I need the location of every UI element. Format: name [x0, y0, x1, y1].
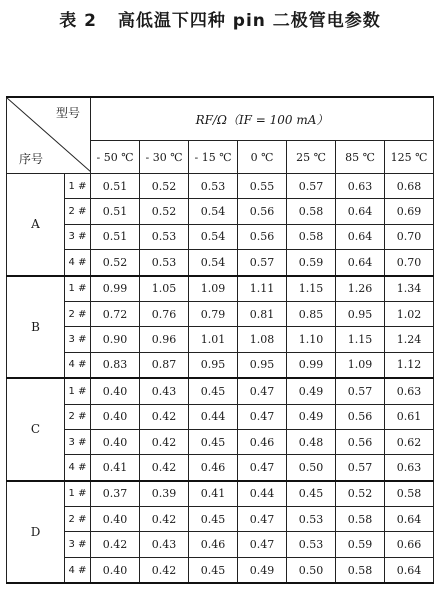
value-cell: 0.62 — [385, 429, 434, 454]
temperature-header: 85 ℃ — [336, 141, 385, 174]
value-cell: 0.58 — [336, 507, 385, 532]
value-cell: 0.64 — [385, 507, 434, 532]
value-cell: 0.54 — [189, 250, 238, 276]
value-cell: 1.15 — [287, 276, 336, 302]
value-cell: 0.95 — [238, 352, 287, 378]
value-cell: 0.40 — [91, 429, 140, 454]
value-cell: 0.52 — [140, 174, 189, 199]
value-cell: 0.58 — [287, 199, 336, 224]
value-cell: 1.10 — [287, 327, 336, 352]
model-cell: D — [7, 481, 65, 584]
value-cell: 0.43 — [140, 532, 189, 557]
value-cell: 0.48 — [287, 429, 336, 454]
value-cell: 0.57 — [238, 250, 287, 276]
value-cell: 0.64 — [336, 224, 385, 249]
value-cell: 0.45 — [189, 378, 238, 404]
value-cell: 0.47 — [238, 532, 287, 557]
value-cell: 0.50 — [287, 455, 336, 481]
temperature-header: 125 ℃ — [385, 141, 434, 174]
value-cell: 0.45 — [189, 557, 238, 583]
serial-cell: 2 # — [65, 507, 91, 532]
value-cell: 0.63 — [385, 455, 434, 481]
value-cell: 0.47 — [238, 378, 287, 404]
parameter-table — [6, 96, 434, 584]
serial-cell: 1 # — [65, 481, 91, 507]
value-cell: 0.56 — [336, 404, 385, 429]
value-cell: 0.57 — [287, 174, 336, 199]
value-cell: 0.49 — [287, 378, 336, 404]
value-cell: 0.42 — [140, 557, 189, 583]
value-cell: 0.49 — [287, 404, 336, 429]
value-cell: 0.58 — [385, 481, 434, 507]
value-cell: 0.46 — [189, 532, 238, 557]
table-number: 表 2 — [59, 11, 97, 31]
value-cell: 0.45 — [189, 429, 238, 454]
value-cell: 0.40 — [91, 507, 140, 532]
value-cell: 0.59 — [287, 250, 336, 276]
serial-cell: 4 # — [65, 352, 91, 378]
value-cell: 0.52 — [91, 250, 140, 276]
table-row — [7, 174, 434, 199]
value-cell: 0.59 — [336, 532, 385, 557]
value-cell: 0.63 — [385, 378, 434, 404]
table-row — [7, 455, 434, 481]
value-cell: 0.43 — [140, 378, 189, 404]
model-cell: C — [7, 378, 65, 481]
value-cell: 0.70 — [385, 224, 434, 249]
table-row — [7, 224, 434, 249]
serial-cell: 3 # — [65, 429, 91, 454]
value-cell: 0.51 — [91, 174, 140, 199]
serial-cell: 4 # — [65, 455, 91, 481]
value-cell: 0.58 — [287, 224, 336, 249]
value-cell: 0.85 — [287, 301, 336, 326]
serial-cell: 3 # — [65, 224, 91, 249]
value-cell: 0.42 — [140, 507, 189, 532]
value-cell: 0.76 — [140, 301, 189, 326]
value-cell: 0.70 — [385, 250, 434, 276]
value-cell: 0.50 — [287, 557, 336, 583]
measure-header: RF/Ω（IF = 100 mA） — [91, 97, 434, 141]
value-cell: 0.99 — [287, 352, 336, 378]
table-row — [7, 481, 434, 507]
table-row — [7, 404, 434, 429]
value-cell: 0.90 — [91, 327, 140, 352]
serial-cell: 4 # — [65, 250, 91, 276]
model-cell: A — [7, 174, 65, 276]
value-cell: 0.42 — [140, 404, 189, 429]
value-cell: 0.49 — [238, 557, 287, 583]
serial-cell: 2 # — [65, 404, 91, 429]
value-cell: 0.64 — [385, 557, 434, 583]
value-cell: 0.56 — [238, 224, 287, 249]
value-cell: 0.47 — [238, 404, 287, 429]
value-cell: 1.26 — [336, 276, 385, 302]
value-cell: 0.63 — [336, 174, 385, 199]
value-cell: 0.87 — [140, 352, 189, 378]
value-cell: 0.54 — [189, 224, 238, 249]
serial-cell: 2 # — [65, 301, 91, 326]
value-cell: 0.41 — [91, 455, 140, 481]
table-row — [7, 301, 434, 326]
table-row — [7, 557, 434, 583]
value-cell: 0.52 — [336, 481, 385, 507]
table-row — [7, 429, 434, 454]
value-cell: 0.99 — [91, 276, 140, 302]
value-cell: 1.11 — [238, 276, 287, 302]
table-row — [7, 378, 434, 404]
value-cell: 1.12 — [385, 352, 434, 378]
temperature-header: - 15 ℃ — [189, 141, 238, 174]
value-cell: 1.09 — [189, 276, 238, 302]
value-cell: 0.41 — [189, 481, 238, 507]
value-cell: 0.69 — [385, 199, 434, 224]
model-cell: B — [7, 276, 65, 379]
value-cell: 0.61 — [385, 404, 434, 429]
temperature-header: - 30 ℃ — [140, 141, 189, 174]
table-row — [7, 352, 434, 378]
value-cell: 1.24 — [385, 327, 434, 352]
value-cell: 0.57 — [336, 378, 385, 404]
value-cell: 1.01 — [189, 327, 238, 352]
value-cell: 0.40 — [91, 404, 140, 429]
temperature-header: - 50 ℃ — [91, 141, 140, 174]
header-corner-cell — [7, 97, 91, 174]
value-cell: 0.45 — [287, 481, 336, 507]
value-cell: 0.42 — [140, 455, 189, 481]
serial-cell: 3 # — [65, 532, 91, 557]
table-row — [7, 327, 434, 352]
value-cell: 0.72 — [91, 301, 140, 326]
table-row — [7, 276, 434, 302]
value-cell: 0.47 — [238, 455, 287, 481]
value-cell: 1.34 — [385, 276, 434, 302]
value-cell: 0.42 — [140, 429, 189, 454]
value-cell: 0.51 — [91, 199, 140, 224]
value-cell: 0.37 — [91, 481, 140, 507]
value-cell: 0.46 — [238, 429, 287, 454]
serial-cell: 3 # — [65, 327, 91, 352]
value-cell: 0.56 — [336, 429, 385, 454]
value-cell: 0.40 — [91, 557, 140, 583]
value-cell: 0.96 — [140, 327, 189, 352]
value-cell: 0.79 — [189, 301, 238, 326]
serial-cell: 1 # — [65, 276, 91, 302]
value-cell: 0.55 — [238, 174, 287, 199]
value-cell: 1.09 — [336, 352, 385, 378]
temperature-header: 0 ℃ — [238, 141, 287, 174]
value-cell: 0.83 — [91, 352, 140, 378]
value-cell: 0.54 — [189, 199, 238, 224]
value-cell: 0.53 — [140, 224, 189, 249]
value-cell: 0.68 — [385, 174, 434, 199]
value-cell: 0.95 — [189, 352, 238, 378]
model-label: 型号 — [55, 106, 80, 120]
value-cell: 0.40 — [91, 378, 140, 404]
value-cell: 1.08 — [238, 327, 287, 352]
value-cell: 0.47 — [238, 507, 287, 532]
table-row — [7, 199, 434, 224]
table-caption — [0, 6, 440, 31]
value-cell: 0.58 — [336, 557, 385, 583]
value-cell: 0.53 — [140, 250, 189, 276]
value-cell: 0.66 — [385, 532, 434, 557]
table-title: 高低温下四种 pin 二极管电参数 — [117, 11, 381, 31]
value-cell: 1.15 — [336, 327, 385, 352]
value-cell: 0.53 — [287, 507, 336, 532]
value-cell: 0.44 — [238, 481, 287, 507]
value-cell: 0.64 — [336, 199, 385, 224]
value-cell: 0.44 — [189, 404, 238, 429]
value-cell: 0.95 — [336, 301, 385, 326]
value-cell: 0.42 — [91, 532, 140, 557]
value-cell: 1.05 — [140, 276, 189, 302]
value-cell: 0.64 — [336, 250, 385, 276]
value-cell: 0.52 — [140, 199, 189, 224]
serial-cell: 1 # — [65, 378, 91, 404]
value-cell: 0.51 — [91, 224, 140, 249]
table-row — [7, 507, 434, 532]
value-cell: 1.02 — [385, 301, 434, 326]
value-cell: 0.56 — [238, 199, 287, 224]
value-cell: 0.45 — [189, 507, 238, 532]
value-cell: 0.53 — [287, 532, 336, 557]
value-cell: 0.53 — [189, 174, 238, 199]
table-row — [7, 250, 434, 276]
value-cell: 0.39 — [140, 481, 189, 507]
table-row — [7, 532, 434, 557]
value-cell: 0.57 — [336, 455, 385, 481]
temperature-header: 25 ℃ — [287, 141, 336, 174]
serial-cell: 4 # — [65, 557, 91, 583]
value-cell: 0.46 — [189, 455, 238, 481]
value-cell: 0.81 — [238, 301, 287, 326]
serial-cell: 2 # — [65, 199, 91, 224]
serial-label: 序号 — [19, 152, 44, 166]
serial-cell: 1 # — [65, 174, 91, 199]
